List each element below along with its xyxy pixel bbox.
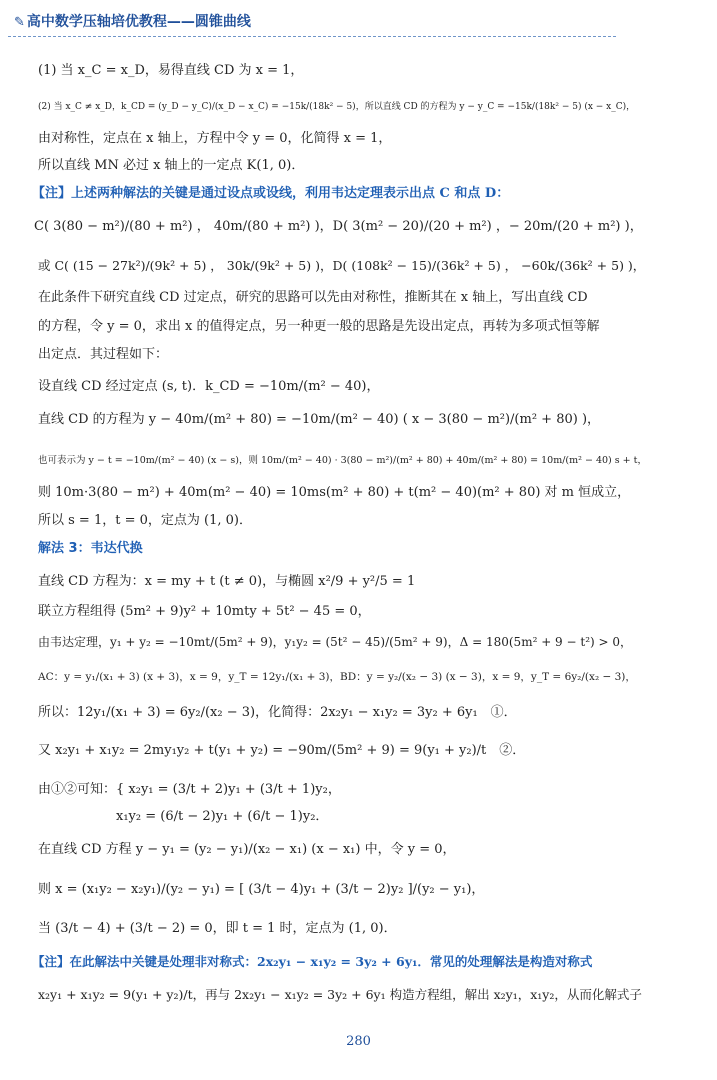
text-line-2: (2) 当 x_C ≠ x_D，k_CD = (y_D − y_C)/(x_D − x_C) = −15k/(18k² − 5)，所以直线 CD 的方程为 y − y_C = −15k/(18k² − 5) (x − x_C)， — [38, 102, 636, 112]
text-line-14: 则 10m·3(80 − m²) + 40m(m² − 40) = 10ms(m² + 80) + t(m² − 40)(m² + 80) 对 m 恒成立， — [38, 485, 631, 500]
text-line-12: 直线 CD 的方程为 y − 40m/(m² + 80) = −10m/(m² − 40) ( x − 3(80 − m²)/(m² + 80) )， — [38, 412, 601, 427]
text-line-20: AC：y = y₁/(x₁ + 3) (x + 3)，x = 9，y_T = 12y₁/(x₁ + 3)，BD：y = y₂/(x₂ − 3) (x − 3)，x = 9，y_T = 6y₂/(x₂ − 3)， — [38, 671, 636, 683]
text-line-17: 直线 CD 方程为：x = my + t (t ≠ 0)，与椭圆 x²/9 + y²/5 = 1 — [38, 574, 416, 589]
text-line-3: 由对称性，定点在 x 轴上，方程中令 y = 0，化简得 x = 1， — [38, 131, 392, 146]
text-line-25: 在直线 CD 方程 y − y₁ = (y₂ − y₁)/(x₂ − x₁) (x − x₁) 中，令 y = 0， — [38, 842, 456, 857]
text-line-23: 由①②可知：{ x₂y₁ = (3/t + 2)y₁ + (3/t + 1)y₂， — [38, 782, 341, 797]
text-line-18: 联立方程组得 (5m² + 9)y² + 10mty + 5t² − 45 = 0， — [38, 604, 371, 619]
formula-line-c-d: C( 3(80 − m²)/(80 + m²) ， 40m/(80 + m²) )，D( 3(m² − 20)/(20 + m²) ，− 20m/(20 + m²) )， — [34, 219, 643, 234]
text-line-27: 当 (3/t − 4) + (3/t − 2) = 0，即 t = 1 时，定点为 (1, 0)． — [38, 921, 397, 936]
text-line-10: 出定点．其过程如下： — [38, 347, 169, 362]
text-line-15: 所以 s = 1，t = 0，定点为 (1, 0)． — [38, 513, 252, 528]
note-line-1: 【注】上述两种解法的关键是通过设点或设线，利用韦达定理表示出点 C 和点 D： — [32, 186, 510, 201]
pen-nib-icon: ✎ — [14, 15, 25, 30]
text-line-24: x₁y₂ = (6/t − 2)y₁ + (6/t − 1)y₂． — [38, 809, 329, 824]
text-line-4: 所以直线 MN 必过 x 轴上的一定点 K(1, 0)． — [38, 158, 305, 173]
text-line-26: 则 x = (x₁y₂ − x₂y₁)/(y₂ − y₁) = [ (3/t − 4)y₁ + (3/t − 2)y₂ ]/(y₂ − y₁)， — [38, 882, 485, 897]
method-3-heading: 解法 3：韦达代换 — [38, 541, 143, 556]
header-title-row — [14, 11, 251, 31]
text-line-21: 所以：12y₁/(x₁ + 3) = 6y₂/(x₂ − 3)，化简得：2x₂y₁ − x₁y₂ = 3y₂ + 6y₁ ①． — [38, 705, 517, 720]
text-line-8: 在此条件下研究直线 CD 过定点，研究的思路可以先由对称性，推断其在 x 轴上，写出直线 CD — [38, 290, 588, 305]
text-line-22: 又 x₂y₁ + x₁y₂ = 2my₁y₂ + t(y₁ + y₂) = −90m/(5m² + 9) = 9(y₁ + y₂)/t ②． — [38, 743, 526, 758]
page-header — [8, 6, 618, 34]
text-line-13: 也可表示为 y − t = −10m/(m² − 40) (x − s)，则 10m/(m² − 40) · 3(80 − m²)/(m² + 80) + 40m/(m² + 80) = 10m/(m² − 40) s + t， — [38, 455, 647, 466]
formula-line-c-d-alt: 或 C( (15 − 27k²)/(9k² + 5) ， 30k/(9k² + 5) )，D( (108k² − 15)/(36k² + 5) ， −60k/(36k² + 5) )， — [38, 258, 646, 273]
text-line-9: 的方程，令 y = 0，求出 x 的值得定点，另一种更一般的思路是先设出定点，再转为多项式恒等解 — [38, 319, 600, 334]
text-line-19: 由韦达定理，y₁ + y₂ = −10mt/(5m² + 9)，y₁y₂ = (5t² − 45)/(5m² + 9)，Δ = 180(5m² + 9 − t²) > 0， — [38, 635, 633, 649]
note-line-2: 【注】在此解法中关键是处理非对称式：2x₂y₁ − x₁y₂ = 3y₂ + 6y₁．常见的处理解法是构造对称式 — [32, 954, 593, 969]
text-line-11: 设直线 CD 经过定点 (s, t)．k_CD = −10m/(m² − 40)， — [38, 379, 380, 394]
page-number: 280 — [346, 1034, 371, 1049]
header-divider — [8, 36, 616, 37]
text-line-29: x₂y₁ + x₁y₂ = 9(y₁ + y₂)/t，再与 2x₂y₁ − x₁y₂ = 3y₂ + 6y₁ 构造方程组，解出 x₂y₁，x₁y₂，从而化解式子 — [38, 987, 642, 1002]
text-line-1: (1) 当 x_C = x_D，易得直线 CD 为 x = 1， — [38, 63, 304, 78]
book-title: 高中数学压轴培优教程——圆锥曲线 — [26, 14, 251, 30]
